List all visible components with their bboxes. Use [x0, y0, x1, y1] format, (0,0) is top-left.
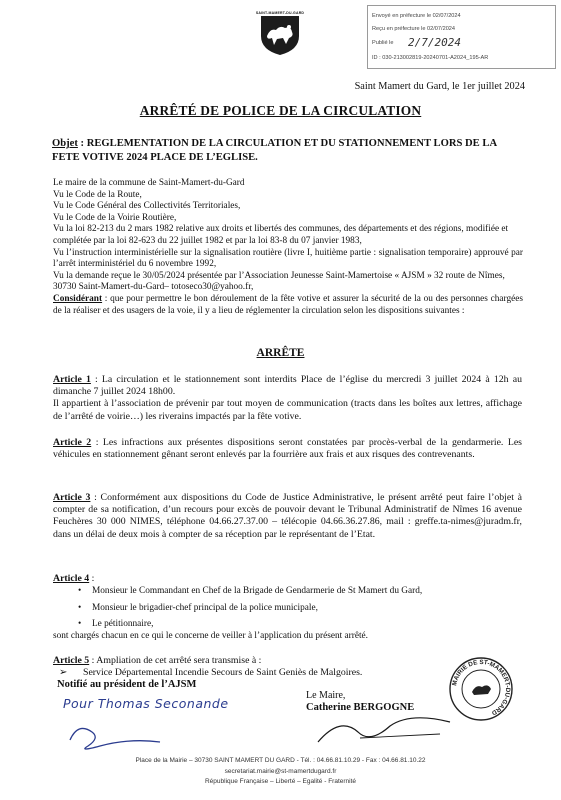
footer-address: Place de la Mairie – 30730 SAINT MAMERT DU GARD - Tél. : 04.66.81.10.29 - Fax : 04.66.81.10.22 [135, 757, 426, 764]
considerant-label: Considérant [53, 293, 103, 304]
article-label: Article 4 [53, 573, 90, 584]
preamble-line: Vu l’instruction interministérielle sur la signalisation routière (livre I, huitième partie : signalisation temporaire) approuvé par l’arrêt interministériel du 6 novembre 1992, [53, 247, 523, 270]
article-2 [53, 437, 522, 461]
considerant-text: : que pour permettre le bon déroulement de la fête votive et assurer la sécurité de la ou des personnes chargées de la réaliser et des usagers de la voie, il y a lieu de réglementer la circulation selon les dispositions suivantes : [53, 293, 523, 316]
article-text: Il appartient à l’association de prévenir par tout moyen de communication (tracts dans les boîtes aux lettres, affichage de l’arrêté de voirie…) les riverains impactés par la fête votive. [53, 398, 522, 422]
arrow-icon: ➢ [59, 667, 68, 679]
town-crest-icon [258, 10, 302, 56]
stamp-received: Reçu en préfecture le 02/07/2024 [372, 26, 456, 32]
preamble-line: Vu la loi 82-213 du 2 mars 1982 relative aux droits et libertés des communes, des départements et des régions, modifiée et complétée par la loi 82-623 du 22 juillet 1982 et par la loi 83-8 du 07 janvier 1983, [53, 224, 509, 246]
notified-heading: Notifié au président de l’AJSM [57, 679, 197, 690]
mayor-signature-icon [300, 712, 460, 750]
preamble-line: Vu le Code de la Route, [53, 189, 142, 200]
footer-email: secretariat.mairie@st-mamertdugard.fr [224, 768, 337, 775]
article-text: : Les infractions aux présentes dispositions seront constatées par procès-verbal de la gendarmerie. Les véhicules en stationnement gênant seront enlevés par la fourrière aux frais et aux risques des contrevenants. [53, 437, 522, 461]
preamble-line: Vu le Code de la Voirie Routière, [53, 212, 177, 223]
footer-motto: République Française – Liberté – Egalité - Fraternité [204, 778, 357, 785]
preamble-line: Le maire de la commune de Saint-Mamert-du-Gard [53, 178, 245, 188]
list-item: • Monsieur le Commandant en Chef de la Brigade de Gendarmerie de St Mamert du Gard, [78, 586, 423, 596]
article-text: : [89, 573, 95, 584]
stamp-sent: Envoyé en préfecture le 02/07/2024 [372, 13, 461, 19]
objet [52, 137, 522, 164]
article-label: Article 1 [53, 374, 91, 385]
mayor-title: Le Maire, [306, 690, 346, 701]
signature-left-icon [60, 716, 170, 756]
mairie-seal-icon [448, 656, 514, 722]
recipient-list [78, 583, 422, 633]
article-text: : Ampliation de cet arrêté sera transmise à : [89, 655, 262, 666]
logo-caption: SAINT-MAMERT-DU-GARD [255, 11, 305, 15]
stamp-id: ID : 030-213002819-20240701-A2024_195-AR [372, 55, 489, 61]
preamble-line: Vu le Code Général des Collectivités Territoriales, [53, 201, 241, 212]
considerant [53, 294, 523, 317]
list-item-text: Monsieur le Commandant en Chef de la Brigade de Gendarmerie de St Mamert du Gard, [92, 586, 423, 596]
mayor-name: Catherine BERGOGNE [306, 702, 415, 713]
seal-text: MAIRIE DE ST-MAMERT-DU-GARD [451, 658, 512, 717]
objet-label: Objet [52, 138, 78, 149]
list-item: • Le pétitionnaire, [78, 619, 154, 630]
preamble [53, 178, 523, 317]
article-text: : La circulation et le stationnement sont interdits Place de l’église du mercredi 3 juillet 2024 à 12h au dimanche 7 juillet 2024 18h00. [53, 374, 522, 398]
article-label: Article 3 [53, 492, 91, 503]
handwritten-name: Pour Thomas Seconande [63, 696, 229, 711]
objet-text: : REGLEMENTATION DE LA CIRCULATION ET DU STATIONNEMENT LORS DE LA FETE VOTIVE 2024 PLACE DE L’EGLISE. [52, 138, 497, 163]
stamp-published-label: Publié le [372, 40, 394, 46]
place-date: Saint Mamert du Gard, le 1er juillet 2024 [354, 81, 525, 92]
page-title: ARRÊTÉ DE POLICE DE LA CIRCULATION [139, 103, 422, 118]
list-item-text: Monsieur le brigadier-chef principal de la police municipale, [92, 602, 318, 613]
article-3 [53, 492, 522, 541]
stamp-published-date: 2/7/2024 [408, 36, 461, 49]
article-label: Article 5 [53, 655, 90, 666]
article-text: Service Départemental Incendie Secours de Saint Geniès de Malgoires. [83, 667, 363, 679]
prefecture-stamp [367, 5, 556, 69]
preamble-line: Vu la demande reçue le 30/05/2024 présentée par l’Association Jeunesse Saint-Mamertoise « AJSM » 32 route de Nîmes, 30730 Saint-Mamert-du-Gard– totoseco30@yahoo.fr, [53, 270, 505, 293]
list-item: • Monsieur le brigadier-chef principal de la police municipale, [78, 602, 318, 613]
arrete-heading: ARRÊTE [256, 347, 305, 359]
article-text: : Conformément aux dispositions du Code de Justice Administrative, le présent arrêté peut faire l’objet à compter de sa notification, d’un recours pour excès de pouvoir devant le Tribunal Administratif de Nîmes 16 avenue Feuchères 30 000 NIMES, téléphone 04.66.27.37.00 – télécopie 04.66.36.27.86, mail : greffe.ta-nimes@juradm.fr, dans un délai de deux mois à compter de sa réception par le représentant de l’Etat. [53, 492, 522, 540]
article-label: Article 2 [53, 437, 92, 448]
article-4-closing: sont chargés chacun en ce qui le concerne de veiller à l’application du présent arrêté. [53, 631, 368, 641]
list-item-text: Le pétitionnaire, [92, 619, 154, 630]
article-1 [53, 374, 522, 423]
